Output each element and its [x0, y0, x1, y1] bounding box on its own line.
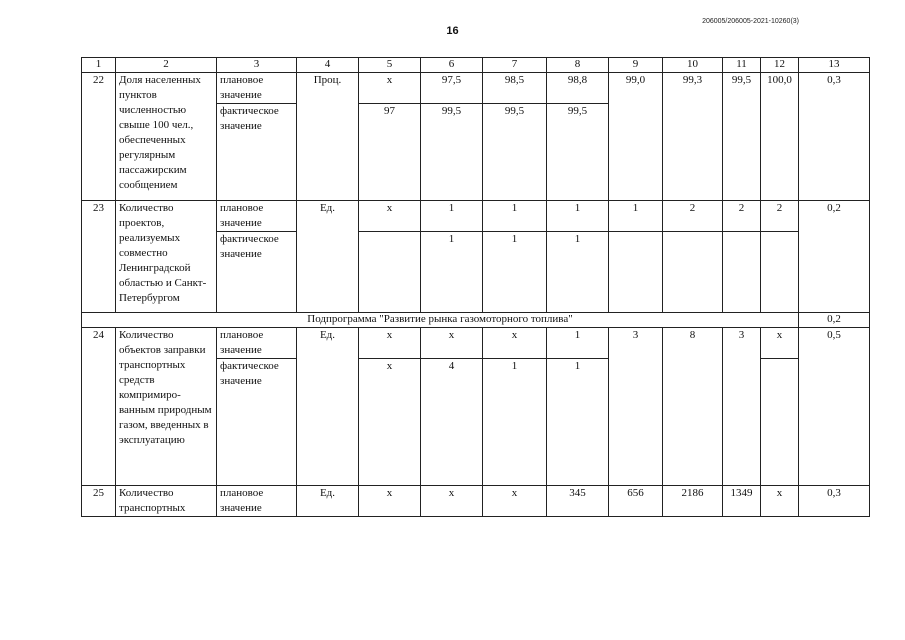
subprogram-title: Подпрограмма "Развитие рынка газомоторного топлива"	[82, 313, 799, 328]
fact-value	[663, 232, 723, 313]
table-row	[82, 328, 870, 359]
unit: Ед.	[297, 328, 359, 486]
column-header: 2	[116, 58, 217, 73]
fact-value	[761, 359, 799, 486]
column-header: 9	[609, 58, 663, 73]
unit: Ед.	[297, 201, 359, 313]
column-header: 6	[421, 58, 483, 73]
plan-value: 656	[609, 486, 663, 517]
column-header: 12	[761, 58, 799, 73]
plan-value: 100,0	[761, 73, 799, 201]
plan-value: х	[483, 328, 547, 359]
plan-value: 2	[723, 201, 761, 232]
plan-value: х	[359, 328, 421, 359]
plan-value: 98,8	[547, 73, 609, 104]
plan-value: 3	[609, 328, 663, 486]
fact-value: 99,5	[421, 104, 483, 201]
plan-value: 2186	[663, 486, 723, 517]
plan-value: 3	[723, 328, 761, 486]
subprogram-row	[82, 313, 870, 328]
plan-value: 99,3	[663, 73, 723, 201]
plan-value: х	[421, 328, 483, 359]
fact-value: 99,5	[483, 104, 547, 201]
plan-value: х	[483, 486, 547, 517]
column-header: 13	[799, 58, 870, 73]
page-number: 16	[446, 25, 459, 37]
indicator-name: Доля населенных пунктов численностью свыше 100 чел., обеспеченных регулярным пассажирским сообщением	[116, 73, 217, 201]
column-header: 8	[547, 58, 609, 73]
plan-value: х	[761, 486, 799, 517]
fact-value: 1	[421, 232, 483, 313]
fact-label: фактическое значение	[217, 359, 297, 486]
fact-value: 97	[359, 104, 421, 201]
plan-value: 1	[609, 201, 663, 232]
table-row	[82, 201, 870, 232]
plan-value: 1	[483, 201, 547, 232]
fact-value: х	[359, 359, 421, 486]
plan-value: 97,5	[421, 73, 483, 104]
fact-value: 1	[483, 232, 547, 313]
weight-value: 0,5	[799, 328, 870, 486]
fact-value: 99,5	[547, 104, 609, 201]
table-row	[82, 73, 870, 104]
plan-label: плановое значение	[217, 486, 297, 517]
plan-value: 1349	[723, 486, 761, 517]
header-row	[82, 58, 870, 73]
fact-value	[723, 232, 761, 313]
fact-value: 1	[547, 232, 609, 313]
row-number: 23	[82, 201, 116, 313]
column-header: 10	[663, 58, 723, 73]
weight-value: 0,2	[799, 313, 870, 328]
plan-value: х	[421, 486, 483, 517]
weight-value: 0,3	[799, 486, 870, 517]
plan-value: 2	[761, 201, 799, 232]
plan-value: х	[761, 328, 799, 359]
indicator-name: Количество транспортных	[116, 486, 217, 517]
document-id: 206005/206005-2021-10260(3)	[702, 18, 799, 25]
column-header: 5	[359, 58, 421, 73]
unit: Проц.	[297, 73, 359, 201]
fact-label: фактическое значение	[217, 232, 297, 313]
plan-value: 1	[547, 328, 609, 359]
plan-value: 1	[547, 201, 609, 232]
plan-value: 8	[663, 328, 723, 486]
plan-value: 2	[663, 201, 723, 232]
indicator-name: Количество проектов, реализуемых совместно Ленинградской областью и Санкт-Петербургом	[116, 201, 217, 313]
table-row	[82, 486, 870, 517]
plan-label: плановое значение	[217, 201, 297, 232]
column-header: 4	[297, 58, 359, 73]
fact-value: 4	[421, 359, 483, 486]
column-header: 7	[483, 58, 547, 73]
fact-value: 1	[547, 359, 609, 486]
fact-value	[359, 232, 421, 313]
indicators-table	[81, 57, 870, 517]
row-number: 24	[82, 328, 116, 486]
unit: Ед.	[297, 486, 359, 517]
row-number: 25	[82, 486, 116, 517]
column-header: 1	[82, 58, 116, 73]
fact-value: 1	[483, 359, 547, 486]
weight-value: 0,2	[799, 201, 870, 313]
fact-value	[761, 232, 799, 313]
plan-value: 1	[421, 201, 483, 232]
plan-value: х	[359, 73, 421, 104]
indicator-name: Количество объектов заправки транспортных средств компримиро-ванным природным газом, введенных в эксплуатацию	[116, 328, 217, 486]
column-header: 11	[723, 58, 761, 73]
row-number: 22	[82, 73, 116, 201]
column-header: 3	[217, 58, 297, 73]
fact-value	[609, 232, 663, 313]
fact-label: фактическое значение	[217, 104, 297, 201]
plan-value: 99,5	[723, 73, 761, 201]
plan-label: плановое значение	[217, 328, 297, 359]
plan-label: плановое значение	[217, 73, 297, 104]
plan-value: 98,5	[483, 73, 547, 104]
plan-value: 99,0	[609, 73, 663, 201]
weight-value: 0,3	[799, 73, 870, 201]
plan-value: х	[359, 486, 421, 517]
plan-value: х	[359, 201, 421, 232]
plan-value: 345	[547, 486, 609, 517]
